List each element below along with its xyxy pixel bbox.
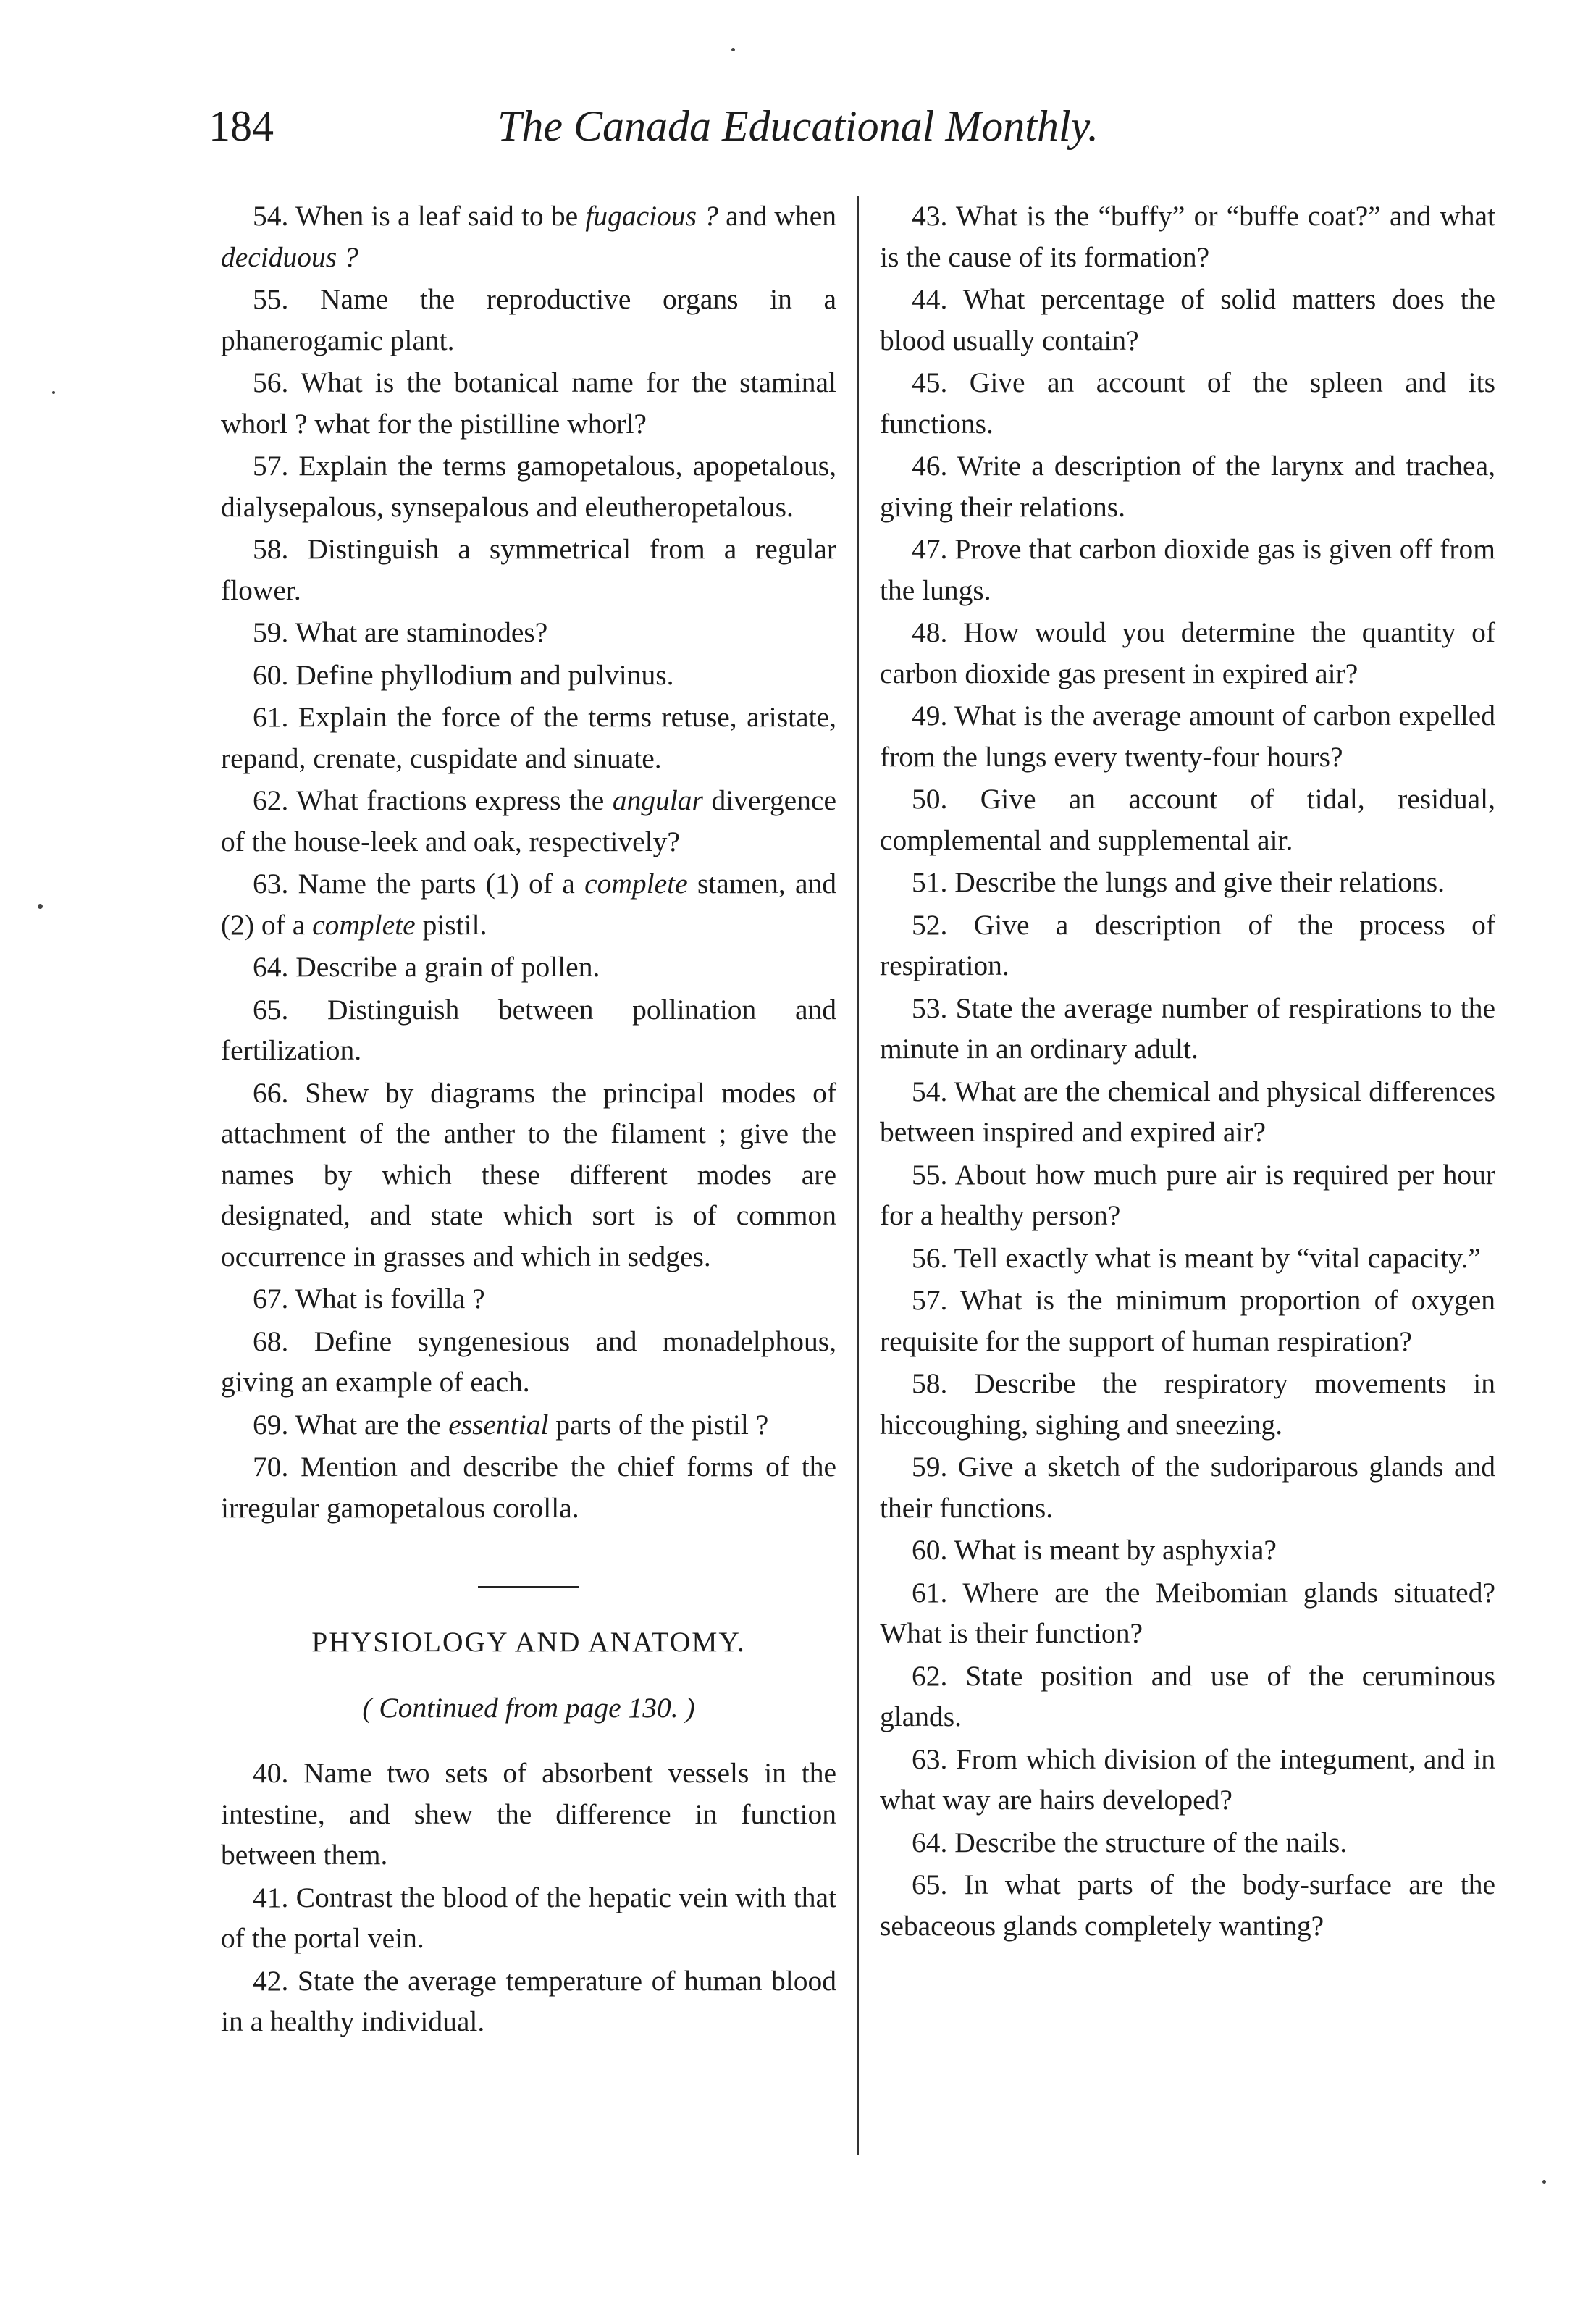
question-text: pistil. [415, 908, 487, 941]
print-speck [38, 904, 43, 909]
question-number: 41. [253, 1881, 296, 1913]
question-item [880, 1822, 1495, 1863]
question-item [880, 612, 1495, 694]
question-text: Explain the terms gamopetalous, apopetalous, dialysepalous, synsepalous and eleutheropetalous. [221, 450, 837, 523]
question-item [221, 1961, 836, 2042]
question-text: Define phyllodium and pulvinus. [295, 658, 674, 691]
page-header [0, 101, 1596, 167]
question-item [880, 1656, 1495, 1737]
question-text: Name two sets of absorbent vessels in the intestine, and shew the difference in function between them. [221, 1757, 837, 1871]
question-text: Define syngenesious and monadelphous, giving an example of each. [221, 1325, 837, 1398]
question-number: 49. [912, 700, 954, 731]
question-item [880, 279, 1495, 361]
question-number: 56. [253, 366, 301, 398]
print-speck [52, 391, 55, 394]
question-text: Give an account of tidal, residual, complemental and supplemental air. [880, 783, 1495, 856]
question-text: Describe the respiratory movements in hiccoughing, sighing and sneezing. [880, 1367, 1495, 1441]
question-item [880, 779, 1495, 860]
question-item [221, 279, 836, 361]
question-number: 50. [912, 783, 980, 815]
question-text: Mention and describe the chief forms of the irregular gamopetalous corolla. [221, 1451, 836, 1524]
question-item [880, 1530, 1495, 1571]
question-item [221, 863, 836, 945]
question-item [880, 905, 1495, 986]
question-text: What is fovilla ? [295, 1283, 485, 1314]
question-text: Distinguish between pollination and fertilization. [221, 993, 836, 1066]
question-item [221, 529, 836, 611]
question-text: In what parts of the body-surface are the sebaceous glands completely wanting? [880, 1869, 1496, 1942]
journal-title: The Canada Educational Monthly. [497, 102, 1099, 150]
question-number: 54. [253, 200, 295, 232]
question-text: Distinguish a symmetrical from a regular flower. [221, 533, 836, 606]
question-item [221, 362, 836, 444]
question-text: Shew by diagrams the principal modes of attachment of the anther to the filament ; give the names by which these different modes are designated, and state which sort is of common occurrence in grasses and which in sedges. [221, 1076, 836, 1272]
question-item [221, 655, 836, 696]
print-speck [731, 48, 735, 51]
question-text: State the average number of respirations to the minute in an ordinary adult. [880, 991, 1496, 1065]
section-rule [478, 1586, 579, 1588]
emphasized-term: fugacious ? [585, 200, 718, 232]
question-item [221, 196, 836, 277]
question-text: Explain the force of the terms retuse, aristate, repand, crenate, cuspidate and sinuate. [221, 701, 836, 774]
question-item [880, 1154, 1495, 1236]
question-text: Give an account of the spleen and its functions. [880, 366, 1496, 440]
physiology-question-list [221, 1753, 836, 2042]
question-text: Prove that carbon dioxide gas is given off from the lungs. [880, 533, 1495, 606]
right-column [880, 196, 1495, 1947]
question-number: 52. [912, 908, 974, 941]
question-text: stamen, and (2) of a [221, 868, 836, 941]
question-text: What is the average amount of carbon expelled from the lungs every twenty-four hours? [880, 700, 1495, 773]
page-number: 184 [209, 102, 274, 150]
question-item [221, 445, 836, 527]
botany-question-list [221, 196, 836, 1528]
question-number: 59. [253, 616, 295, 648]
question-number: 59. [912, 1451, 958, 1483]
question-text: What is the botanical name for the staminal whorl ? what for the pistilline whorl? [221, 366, 836, 440]
question-text: From which division of the integument, and in what way are hairs developed? [880, 1743, 1495, 1816]
question-text: Write a description of the larynx and trachea, giving their relations. [880, 450, 1495, 523]
question-item [221, 1278, 836, 1320]
question-number: 51. [912, 866, 955, 898]
question-item [221, 697, 836, 779]
question-number: 60. [912, 1534, 954, 1566]
emphasized-term: deciduous ? [221, 240, 358, 273]
question-number: 55. [253, 283, 320, 315]
question-text: Contrast the blood of the hepatic vein with that of the portal vein. [221, 1881, 837, 1954]
question-item [880, 695, 1495, 777]
section-heading: PHYSIOLOGY AND ANATOMY. [311, 1626, 746, 1658]
question-text: What percentage of solid matters does the blood usually contain? [880, 283, 1495, 356]
question-number: 58. [253, 533, 308, 565]
question-text: divergence of the house-leek and oak, respectively? [221, 784, 837, 857]
question-item [880, 445, 1495, 527]
question-text: Tell exactly what is meant by “vital capacity.” [954, 1241, 1481, 1274]
question-item [221, 947, 836, 988]
question-item [880, 362, 1495, 444]
continued-note: ( Continued from page 130. ) [362, 1691, 695, 1724]
question-item [880, 1864, 1495, 1946]
question-number: 43. [912, 200, 956, 232]
question-number: 42. [253, 1964, 298, 1997]
question-number: 68. [253, 1325, 314, 1357]
question-text: Name the reproductive organs in a phanerogamic plant. [221, 283, 837, 356]
question-item [880, 1238, 1495, 1279]
question-text: What are staminodes? [295, 616, 548, 648]
question-text: What are the [295, 1408, 449, 1441]
question-item [880, 1739, 1495, 1821]
question-number: 58. [912, 1367, 975, 1399]
question-number: 40. [253, 1757, 304, 1789]
question-number: 45. [912, 366, 970, 398]
question-text: parts of the pistil ? [548, 1408, 769, 1441]
question-number: 54. [912, 1075, 954, 1107]
question-item [221, 1753, 836, 1876]
question-number: 67. [253, 1283, 295, 1314]
question-text: Where are the Meibomian glands situated? What is their function? [880, 1576, 1495, 1649]
print-speck [1542, 2180, 1546, 2184]
question-text: What fractions express the [296, 784, 613, 816]
physiology-question-list-continued [880, 196, 1495, 1946]
question-item [880, 1280, 1495, 1362]
question-number: 63. [912, 1743, 956, 1775]
question-text: What is the “buffy” or “buffe coat?” and what is the cause of its formation? [880, 200, 1495, 273]
question-text: State position and use of the ceruminous glands. [880, 1659, 1495, 1732]
question-text: Describe the lungs and give their relations. [954, 866, 1445, 898]
question-item [221, 1877, 836, 1959]
question-item [880, 1363, 1495, 1445]
question-item [880, 1071, 1495, 1153]
question-number: 47. [912, 533, 955, 565]
question-item [221, 989, 836, 1071]
question-text: State the average temperature of human blood in a healthy individual. [221, 1964, 836, 2037]
question-item [221, 780, 836, 862]
question-number: 64. [253, 951, 296, 983]
question-text: and when [718, 200, 836, 232]
question-item [221, 1321, 836, 1403]
question-number: 69. [253, 1408, 295, 1441]
question-text: Describe a grain of pollen. [295, 951, 600, 983]
question-number: 44. [912, 283, 963, 315]
question-item [880, 1572, 1495, 1654]
question-number: 65. [912, 1869, 965, 1900]
question-number: 57. [253, 450, 299, 482]
question-text: Name the parts (1) of a [298, 868, 585, 900]
question-item [221, 612, 836, 653]
question-number: 62. [912, 1659, 966, 1692]
question-item [221, 1446, 836, 1528]
question-text: Describe the structure of the nails. [954, 1826, 1348, 1858]
question-number: 46. [912, 450, 957, 482]
question-item [880, 862, 1495, 903]
emphasized-term: complete [312, 908, 416, 941]
question-item [221, 1404, 836, 1446]
question-number: 62. [253, 784, 297, 816]
column-divider [857, 196, 859, 2155]
question-number: 70. [253, 1451, 301, 1483]
question-item [221, 1073, 836, 1278]
question-number: 48. [912, 616, 964, 648]
question-text: What is meant by asphyxia? [954, 1534, 1277, 1566]
question-number: 55. [912, 1158, 955, 1191]
question-item [880, 529, 1495, 611]
question-number: 56. [912, 1241, 954, 1274]
question-text: How would you determine the quantity of carbon dioxide gas present in expired air? [880, 616, 1496, 689]
question-number: 66. [253, 1076, 306, 1109]
question-number: 63. [253, 868, 298, 900]
question-number: 61. [912, 1576, 963, 1609]
question-item [880, 988, 1495, 1070]
question-text: When is a leaf said to be [295, 200, 586, 232]
question-number: 53. [912, 991, 956, 1024]
emphasized-term: essential [448, 1408, 549, 1441]
question-number: 65. [253, 993, 328, 1026]
emphasized-term: complete [584, 868, 688, 900]
emphasized-term: angular [612, 784, 703, 816]
question-text: Give a sketch of the sudoriparous glands and their functions. [880, 1451, 1496, 1524]
question-item [880, 196, 1495, 277]
question-number: 61. [253, 701, 298, 733]
question-number: 64. [912, 1826, 955, 1858]
question-item [880, 1446, 1495, 1528]
question-text: What are the chemical and physical differences between inspired and expired air? [880, 1075, 1495, 1148]
question-number: 57. [912, 1284, 960, 1316]
question-text: Give a description of the process of respiration. [880, 908, 1495, 981]
question-text: What is the minimum proportion of oxygen requisite for the support of human respiration? [880, 1284, 1495, 1357]
left-column [221, 196, 836, 2044]
question-number: 60. [253, 658, 296, 691]
question-text: About how much pure air is required per hour for a healthy person? [880, 1158, 1495, 1231]
